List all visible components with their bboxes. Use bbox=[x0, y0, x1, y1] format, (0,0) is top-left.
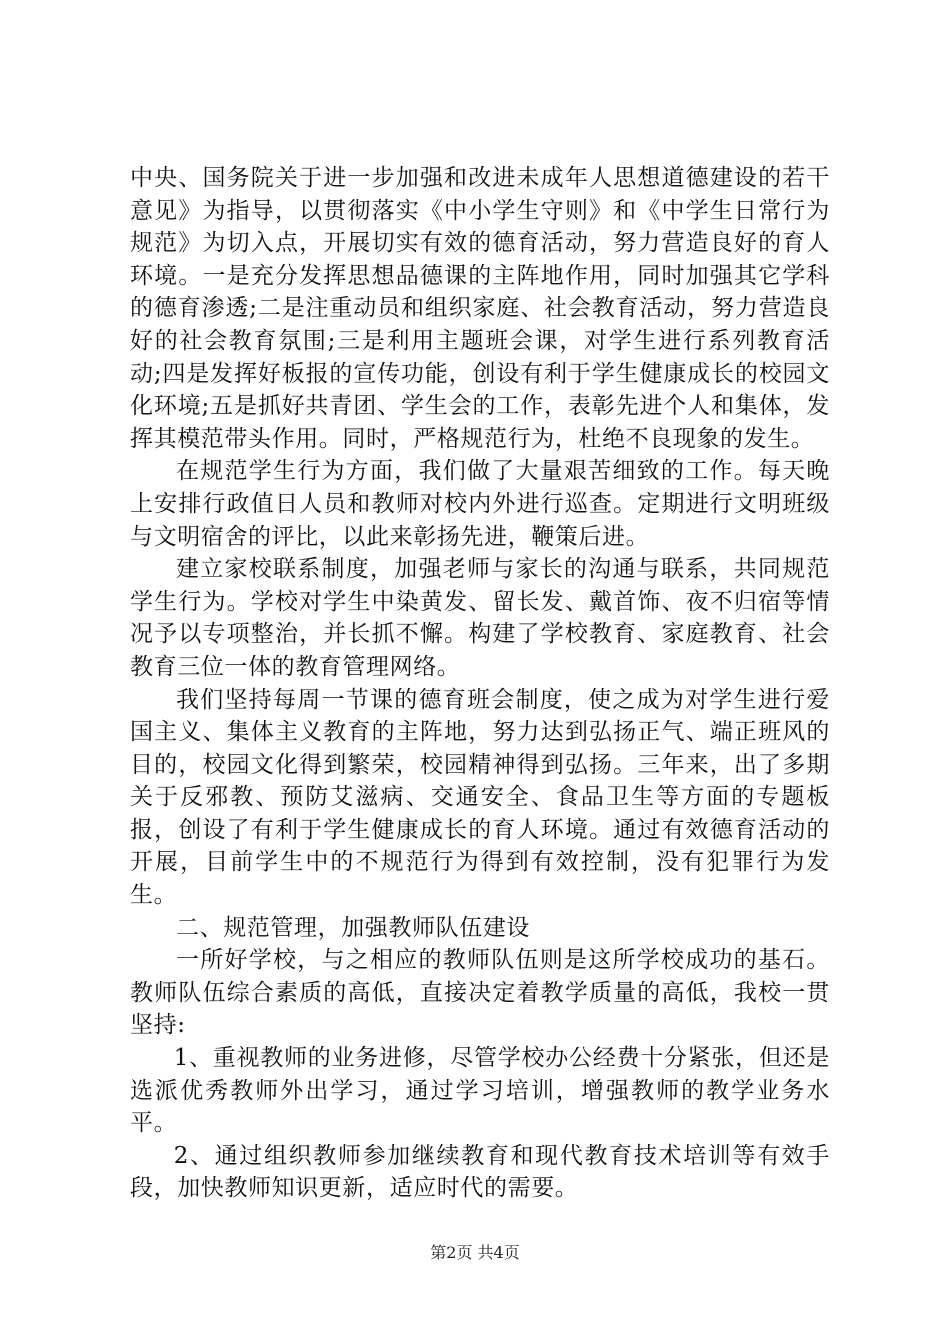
document-body bbox=[130, 162, 830, 1205]
paragraph-continuation: 中央、国务院关于进一步加强和改进未成年人思想道德建设的若干意见》为指导，以贯彻落实《中小学生守则》和《中学生日常行为规范》为切入点，开展切实有效的德育活动，努力营造良好的育人环境。一是充分发挥思想品德课的主阵地作用，同时加强其它学科的德育渗透;二是注重动员和组织家庭、社会教育活动，努力营造良好的社会教育氛围;三是利用主题班会课，对学生进行系列教育活动;四是发挥好板报的宣传功能，创设有利于学生健康成长的校园文化环境;五是抓好共青团、学生会的工作，表彰先进个人和集体，发挥其模范带头作用。同时，严格规范行为，杜绝不良现象的发生。 bbox=[130, 165, 830, 452]
paragraph-student-behavior: 在规范学生行为方面，我们做了大量艰苦细致的工作。每天晚上安排行政值日人员和教师对校内外进行巡查。定期进行文明班级与文明宿舍的评比，以此来彰扬先进，鞭策后进。 bbox=[130, 458, 830, 550]
list-item-1: 1、重视教师的业务进修，尽管学校办公经费十分紧张，但还是选派优秀教师外出学习，通过学习培训，增强教师的教学业务水平。 bbox=[130, 1045, 830, 1137]
paragraph-home-school-contact: 建立家校联系制度，加强老师与家长的沟通与联系，共同规范学生行为。学校对学生中染黄发、留长发、戴首饰、夜不归宿等情况予以专项整治，并长抓不懈。构建了学校教育、家庭教育、社会教育三位一体的教育管理网络。 bbox=[130, 556, 830, 680]
paragraph-good-school: 一所好学校，与之相应的教师队伍则是这所学校成功的基石。教师队伍综合素质的高低，直接决定着教学质量的高低，我校一贯坚持: bbox=[130, 947, 830, 1039]
paragraph-moral-class-meeting: 我们坚持每周一节课的德育班会制度，使之成为对学生进行爱国主义、集体主义教育的主阵地，努力达到弘扬正气、端正班风的目的，校园文化得到繁荣，校园精神得到弘扬。三年来，出了多期关于反邪教、预防艾滋病、交通安全、食品卫生等方面的专题板报，创设了有利于学生健康成长的育人环境。通过有效德育活动的开展，目前学生中的不规范行为得到有效控制，没有犯罪行为发生。 bbox=[130, 686, 830, 909]
section-heading-teacher-team: 二、规范管理，加强教师队伍建设 bbox=[176, 914, 530, 941]
page-number-footer: 第2页 共4页 bbox=[430, 1243, 520, 1262]
list-item-2: 2、通过组织教师参加继续教育和现代教育技术培训等有效手段，加快教师知识更新，适应时代的需要。 bbox=[130, 1142, 830, 1202]
